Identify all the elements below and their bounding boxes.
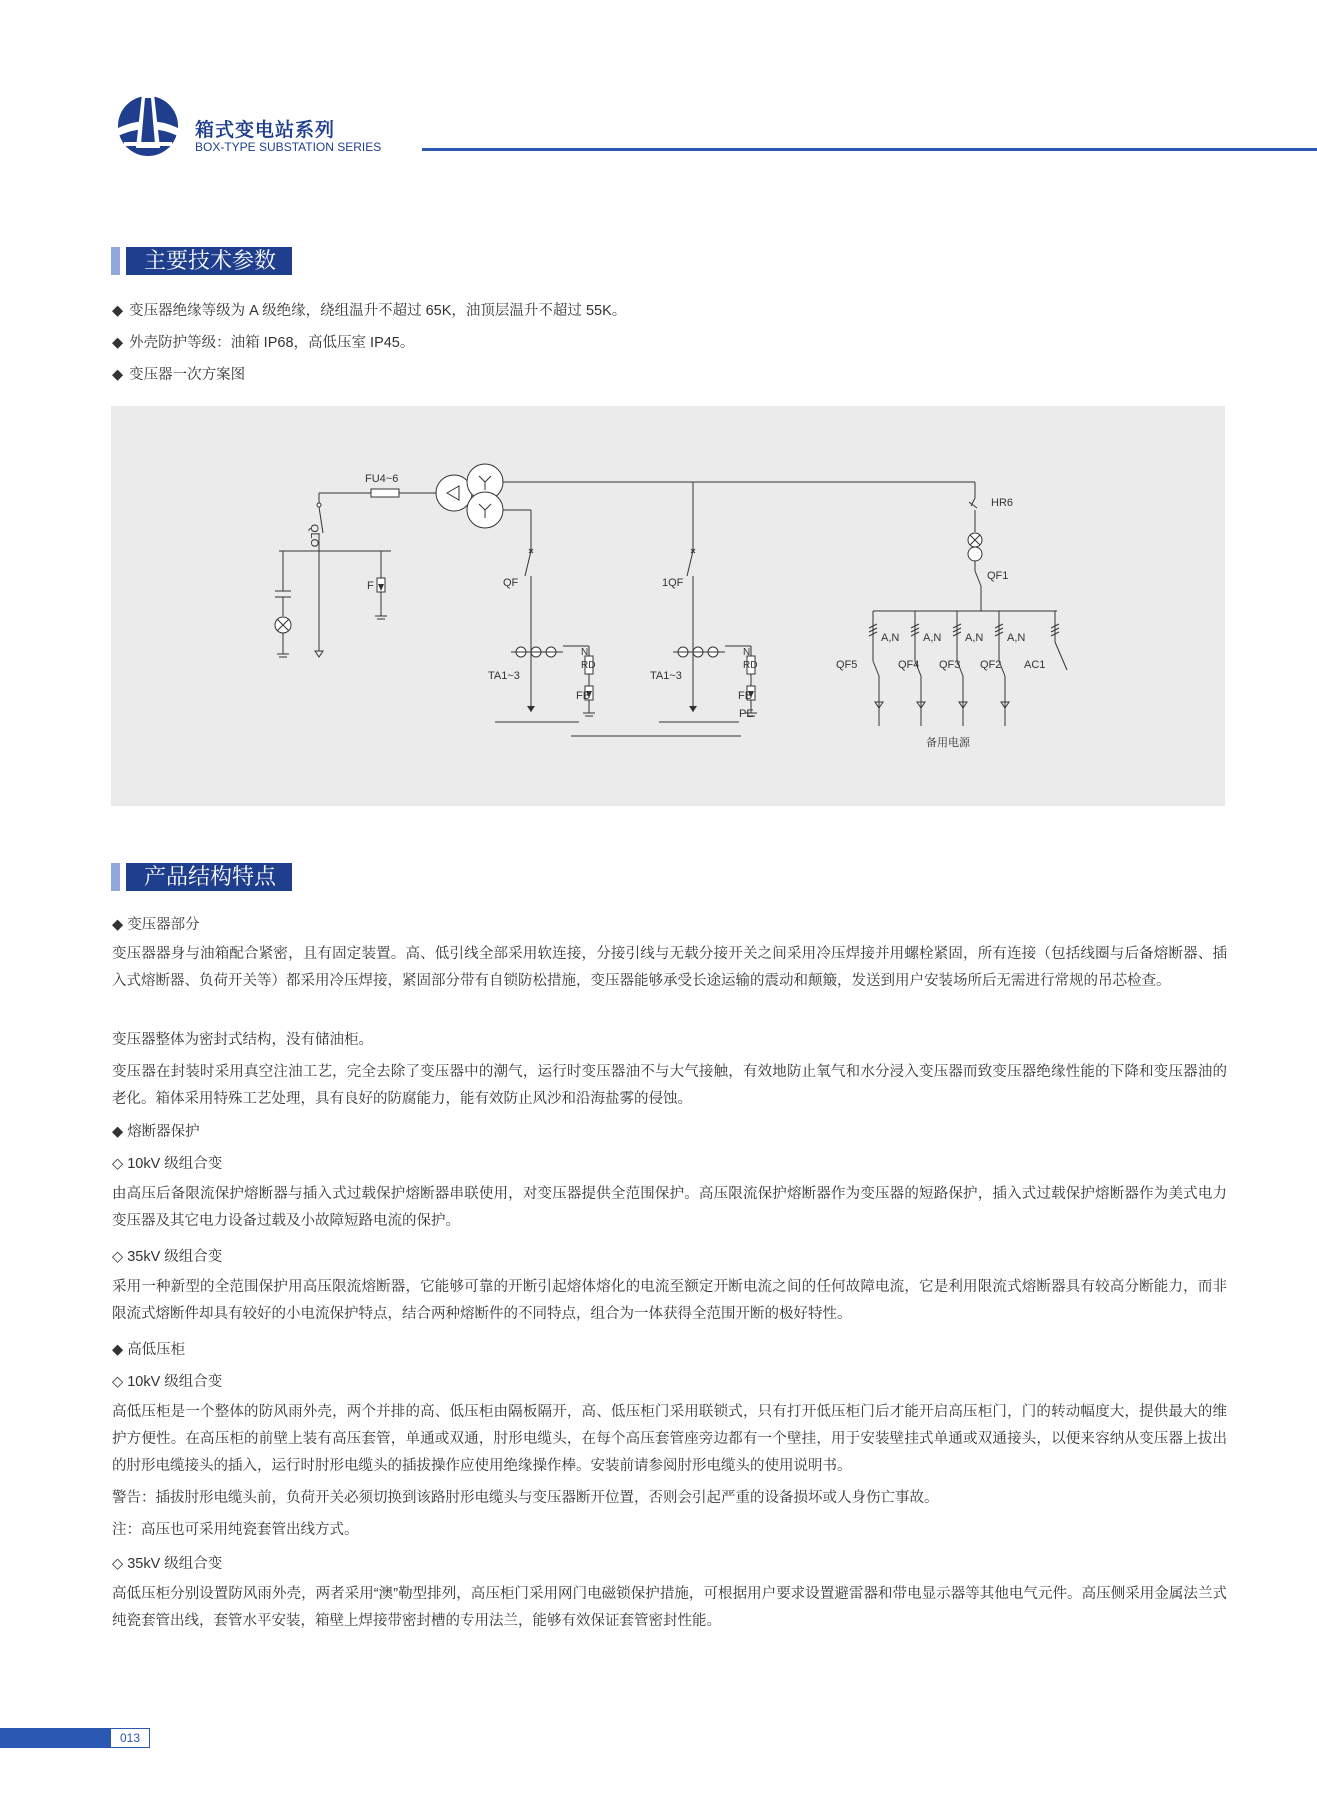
paragraph-sealed: 变压器整体为密封式结构，没有储油柜。 — [112, 1032, 373, 1048]
label-qf4: QF4 — [898, 659, 920, 671]
label-backup-power: 备用电源 — [926, 737, 970, 749]
label-an-2: A,N — [923, 632, 942, 644]
heading-cabinet: ◆ 高低压柜 — [112, 1342, 186, 1358]
bullet-diamond-icon: ◆ — [112, 303, 124, 319]
label-qf5: QF5 — [836, 659, 858, 671]
label-an-4: A,N — [1007, 632, 1026, 644]
paragraph-vacuum-oil: 变压器在封装时采用真空注油工艺，完全去除了变压器中的潮气，运行时变压器油不与大气接触，有效地防止氧气和水分浸入变压器而致变压器绝缘性能的下降和变压器油的老化。箱体采用特殊工艺处理，具有良好的防腐能力，能有效防止风沙和沿海盐雾的侵蚀。 — [112, 1064, 1227, 1107]
label-ac1: AC1 — [1024, 659, 1046, 671]
paragraph-transformer-body: 变压器器身与油箱配合紧密，且有固定装置。高、低引线全部采用软连接，分接引线与无载分接开关之间采用冷压焊接并用螺栓紧固，所有连接（包括线圈与后备熔断器、插入式熔断器、负荷开关等）都采用冷压焊接，紧固部分带有自锁防松措施，变压器能够承受长途运输的震动和颠簸，发送到用户安装场所后无需进行常规的吊芯检查。 — [112, 946, 1227, 989]
label-fu: FU4~6 — [365, 473, 399, 485]
heading-fuse: ◆ 熔断器保护 — [112, 1124, 200, 1140]
label-hr6: HR6 — [991, 497, 1014, 509]
label-ta-b: TA1~3 — [650, 670, 682, 682]
page-header — [0, 0, 1317, 170]
subheading-35kv-fuse: ◇ 35kV 级组合变 — [112, 1249, 223, 1265]
title-accent — [111, 247, 120, 275]
bullet-diamond-icon: ◆ — [112, 1124, 124, 1140]
label-qf3: QF3 — [939, 659, 961, 671]
paragraph-warning: 警告：插拔肘形电缆头前，负荷开关必须切换到该路肘形电缆头与变压器断开位置，否则会引起严重的设备损坏或人身伤亡事故。 — [112, 1490, 939, 1506]
bullet-diamond-icon: ◆ — [112, 1342, 124, 1358]
footer-accent-bar — [0, 1728, 110, 1748]
label-qf1: QF1 — [987, 570, 1009, 582]
single-line-diagram — [111, 406, 1225, 806]
hollow-diamond-icon: ◇ — [112, 1556, 124, 1572]
page-number: 013 — [110, 1728, 150, 1748]
label-n-b: N — [743, 647, 751, 658]
label-an-3: A,N — [965, 632, 984, 644]
label-rd-b: RD — [743, 660, 758, 671]
bullet-diamond-icon: ◆ — [112, 335, 124, 351]
label-f: F — [367, 580, 374, 592]
company-logo — [108, 88, 188, 158]
section-title-text: 产品结构特点 — [126, 863, 292, 891]
subheading-35kv-cabinet: ◇ 35kV 级组合变 — [112, 1556, 223, 1572]
title-accent — [111, 863, 120, 891]
header-divider — [422, 148, 1317, 151]
label-n-a: N — [581, 647, 589, 658]
label-an-1: A,N — [881, 632, 900, 644]
subheading-10kv-cabinet: ◇ 10kV 级组合变 — [112, 1374, 223, 1390]
heading-transformer: ◆ 变压器部分 — [112, 917, 200, 933]
label-ta-a: TA1~3 — [488, 670, 520, 682]
paragraph-note: 注：高压也可采用纯瓷套管出线方式。 — [112, 1522, 359, 1538]
circuit-schematic — [111, 406, 1225, 806]
paragraph-35kv-fuse: 采用一种新型的全范围保护用高压限流熔断器，它能够可靠的开断引起熔体熔化的电流至额定开断电流之间的任何故障电流，它是利用限流式熔断器具有较高分断能力，而非限流式熔断件却具有较好的小电流保护特点，结合两种熔断件的不同特点，组合为一体获得全范围开断的极好特性。 — [112, 1279, 1227, 1322]
paragraph-10kv-cabinet: 高低压柜是一个整体的防风雨外壳，两个并排的高、低压柜由隔板隔开，高、低压柜门采用联锁式，只有打开低压柜门后才能开启高压柜门，门的转动幅度大，提供最大的维护方便性。在高压柜的前壁上装有高压套管，单通或双通，肘形电缆头，在每个高压套管座旁边都有一个壁挂，用于安装壁挂式单通或双通接头，以便来容纳从变压器上拔出的肘形电缆接头的插入，运行时肘形电缆头的插拔操作应使用绝缘操作棒。安装前请参阅肘形电缆头的使用说明书。 — [112, 1404, 1227, 1474]
paragraph-10kv-fuse: 由高压后备限流保护熔断器与插入式过载保护熔断器串联使用，对变压器提供全范围保护。高压限流保护熔断器作为变压器的短路保护，插入式过载保护熔断器作为美式电力变压器及其它电力设备过载及小故障短路电流的保护。 — [112, 1186, 1227, 1229]
bullet-diamond-icon: ◆ — [112, 917, 124, 933]
section-title-text: 主要技术参数 — [126, 247, 292, 275]
label-rd-a: RD — [581, 660, 596, 671]
label-qf: QF — [503, 577, 519, 589]
label-1qf: 1QF — [662, 577, 684, 589]
bullet-diagram-caption: ◆ 变压器一次方案图 — [112, 367, 246, 383]
hollow-diamond-icon: ◇ — [112, 1156, 124, 1172]
paragraph-35kv-cabinet: 高低压柜分别设置防风雨外壳，两者采用“澳”勒型排列，高压柜门采用网门电磁锁保护措施，可根据用户要求设置避雷器和带电显示器等其他电气元件。高压侧采用金属法兰式纯瓷套管出线，套管水平安装，箱壁上焊接带密封槽的专用法兰，能够有效保证套管密封性能。 — [112, 1586, 1227, 1629]
bullet-protection: ◆ 外壳防护等级：油箱 IP68，高低压室 IP45。 — [112, 335, 415, 351]
brand-title-en: BOX-TYPE SUBSTATION SERIES — [195, 140, 382, 154]
hollow-diamond-icon: ◇ — [112, 1249, 124, 1265]
label-fb-b: FB — [738, 690, 753, 702]
label-qf2: QF2 — [980, 659, 1002, 671]
label-qlo: QLO — [308, 524, 320, 548]
bullet-diamond-icon: ◆ — [112, 367, 124, 383]
brand-title-cn: 箱式变电站系列 — [195, 120, 336, 141]
label-pe: PE — [739, 708, 754, 720]
hollow-diamond-icon: ◇ — [112, 1374, 124, 1390]
bullet-insulation: ◆ 变压器绝缘等级为 A 级绝缘，绕组温升不超过 65K，油顶层温升不超过 55K。 — [112, 303, 627, 319]
subheading-10kv-fuse: ◇ 10kV 级组合变 — [112, 1156, 223, 1172]
label-fb-a: FB — [576, 690, 591, 702]
